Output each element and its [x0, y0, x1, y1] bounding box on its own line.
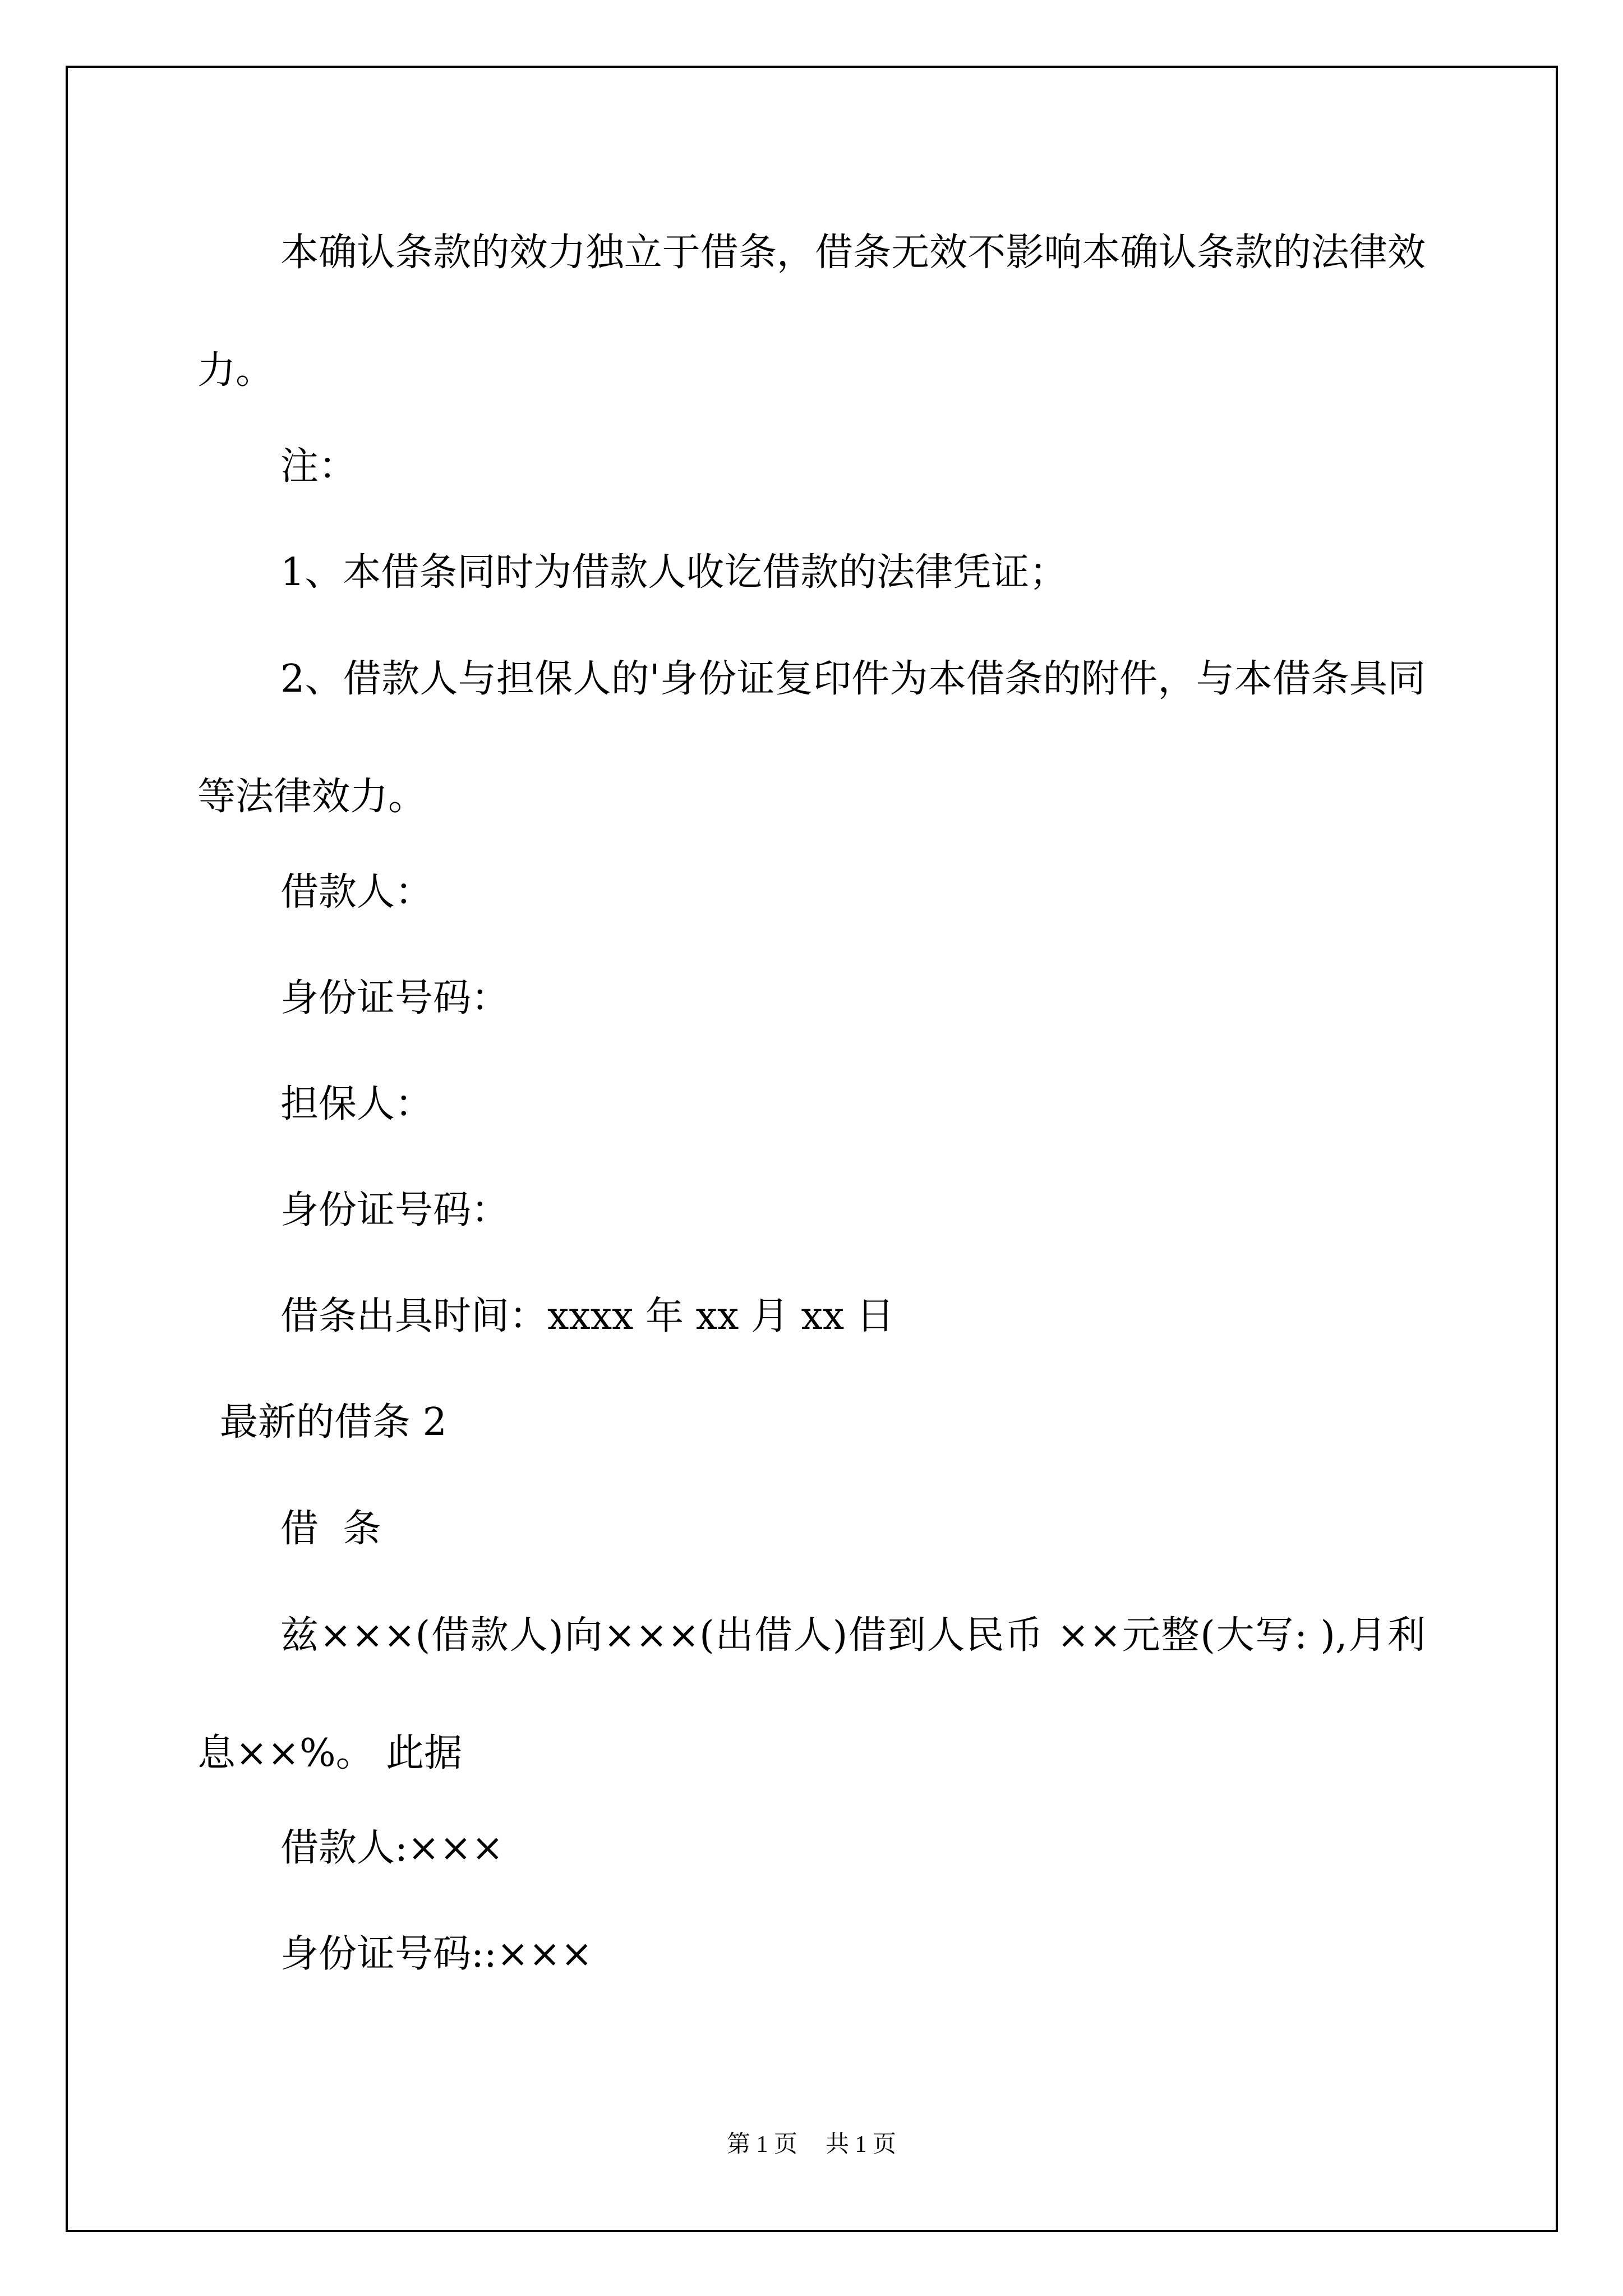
iou-id-line: 身份证号码::××× — [280, 1932, 593, 1976]
page-footer — [0, 2133, 1623, 2156]
borrower-label: 借款人： — [280, 870, 434, 914]
issue-date-line: 借条出具时间：xxxx 年 xx 月 xx 日 — [280, 1294, 895, 1338]
iou-body-paragraph: 兹×××(借款人)向×××(出借人)借到人民币 ××元整(大写: ),月利息××%。 此据 — [197, 1613, 1426, 1775]
note-item-2: 2、借款人与担保人的'身份证复印件为本借条的附件，与本借条具同等法律效力。 — [197, 657, 1426, 819]
note-label: 注： — [280, 444, 357, 489]
page-number: 第 1 页 — [726, 2132, 797, 2157]
guarantor-id-label: 身份证号码： — [280, 1188, 510, 1232]
borrower-id-label: 身份证号码： — [280, 976, 510, 1020]
iou-title: 借 条 — [280, 1507, 381, 1551]
iou-borrower-line: 借款人:××× — [280, 1826, 504, 1870]
section-title: 最新的借条 2 — [220, 1400, 447, 1444]
page-total: 共 1 页 — [826, 2132, 897, 2157]
guarantor-label: 担保人： — [280, 1082, 434, 1126]
note-item-1: 1、本借条同时为借款人收讫借款的法律凭证； — [280, 550, 1068, 595]
confirmation-clause-paragraph: 本确认条款的效力独立于借条，借条无效不影响本确认条款的法律效力。 — [197, 231, 1426, 393]
